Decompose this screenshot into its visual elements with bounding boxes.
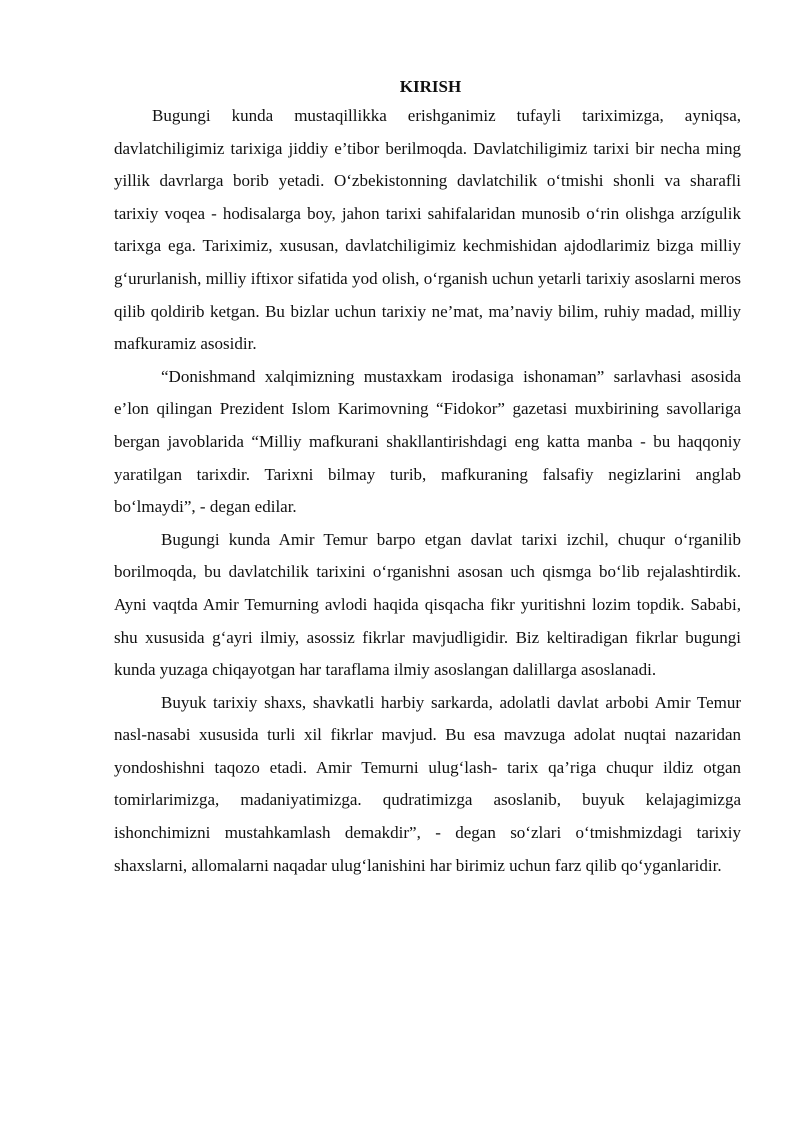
document-page	[114, 74, 741, 882]
document-title: KIRISH	[399, 77, 462, 96]
paragraph-amir-temur-lineage: Buyuk tarixiy shaxs, shavkatli harbiy sarkarda, adolatli davlat arbobi Amir Temur nasl-nasabi xususida turli xil fikrlar mavjud. Bu esa mavzuga adolat nuqtai nazaridan yondoshishni taqozo etadi. Amir Temurni ulug‘lash- tarix qa’riga chuqur ildiz otgan tomirlarimizga, madaniyatimizga. qudratimizga asoslanib, buyuk kelajagimizga ishonchimizni mustahkamlash demakdir”, - degan so‘zlari o‘tmishmizdagi tarixiy shaxslarni, allomalarni naqadar ulug‘lanishini har birimiz uchun farz qilib qo‘yganlaridir.	[114, 692, 741, 875]
paragraph-intro: Bugungi kunda mustaqillikka erishganimiz tufayli tariximizga, ayniqsa, davlatchiligimiz tarixiga jiddiy e’tibor berilmoqda. Davlatchiligimiz tarixi bir necha ming yillik davrlarga borib yetadi. O‘zbekistonning davlatchilik o‘tmishi shonli va sharafli tarixiy voqea - hodisalarga boy, jahon tarixi sahifalaridan munosib o‘rin olishga arzígulik tarixga ega. Tariximiz, xususan, davlatchiligimiz kechmishidan ajdodlarimiz bizga milliy g‘ururlanish, milliy iftixor sifatida yod olish, o‘rganish uchun yetarli tarixiy asoslarni meros qilib qoldirib ketgan. Bu bizlar uchun tarixiy ne’mat, ma’naviy bilim, ruhiy madad, milliy mafkuramiz asosidir.	[114, 106, 741, 354]
paragraph-amir-temur-state: Bugungi kunda Amir Temur barpo etgan davlat tarixi izchil, chuqur o‘rganilib borilmoqda, bu davlatchilik tarixini o‘rganishni asosan uch qismga bo‘lib rejalashtirdik. Ayni vaqtda Amir Temurning avlodi haqida qisqacha fikr yuritishni lozim topdik. Sababi, shu xususida g‘ayri ilmiy, asossiz fikrlar mavjudligidir. Biz keltiradigan fikrlar bugungi kunda yuzaga chiqayotgan har taraflama ilmiy asoslangan dalillarga asoslanadi.	[114, 529, 741, 680]
paragraph-quote: “Donishmand xalqimizning mustaxkam irodasiga ishonaman” sarlavhasi asosida e’lon qilingan Prezident Islom Karimovning “Fidokor” gazetasi muxbirining savollariga bergan javoblarida “Milliy mafkurani shakllantirishdagi eng katta manba - bu haqqoniy yaratilgan tarixdir. Tarixni bilmay turib, mafkuraning falsafiy negizlarini anglab bo‘lmaydi”, - degan edilar.	[114, 366, 741, 517]
